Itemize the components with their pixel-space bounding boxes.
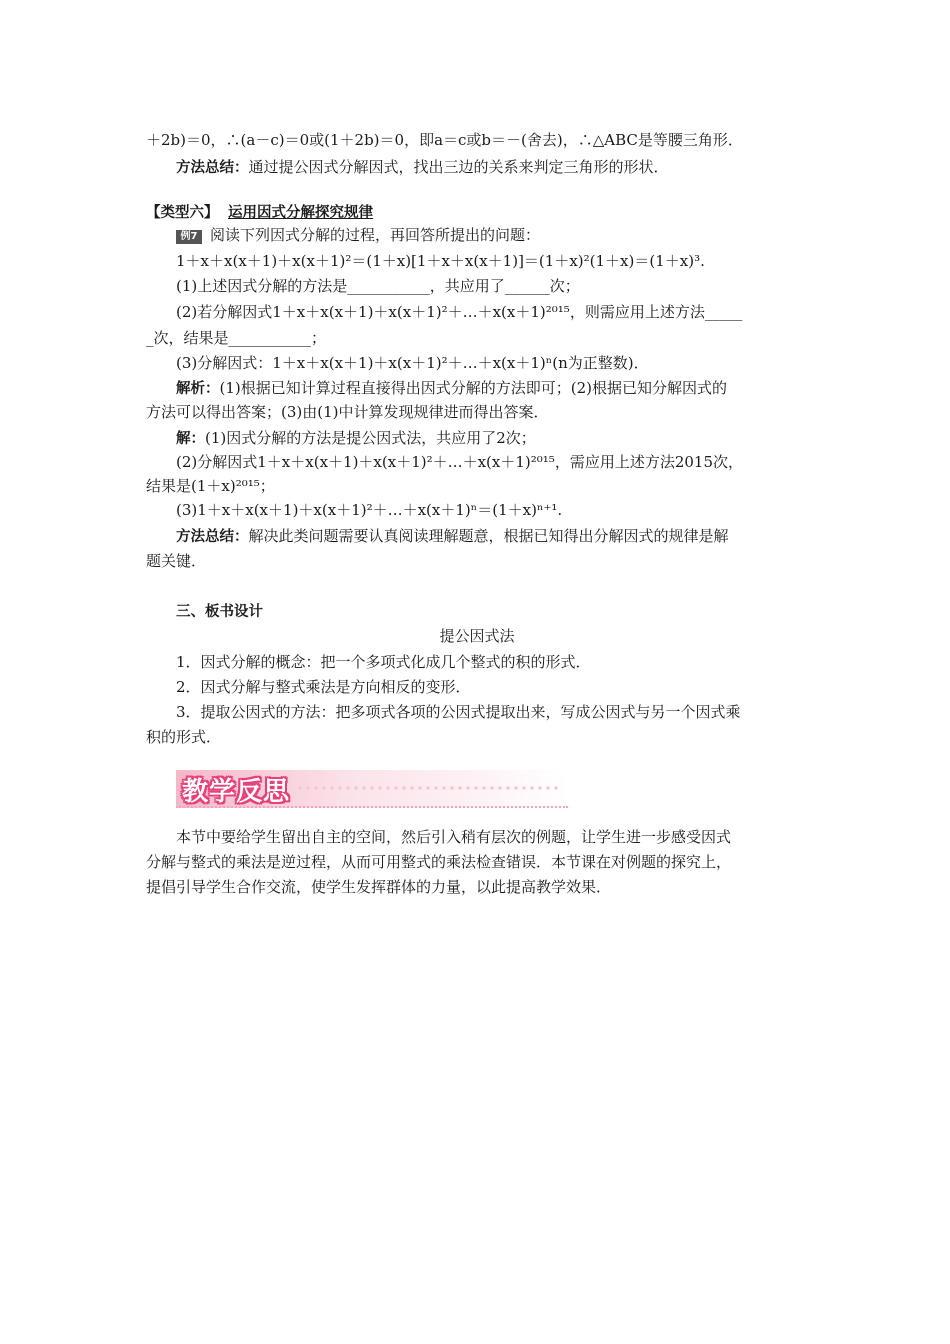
reflection-line-a: 本节中要给学生留出自主的空间，然后引入稍有层次的例题，让学生进一步感受因式	[176, 828, 732, 846]
method-summary-label: 方法总结：	[176, 160, 249, 176]
reflection-banner-title: 教学反思	[182, 777, 291, 807]
board-item-1: 1．因式分解的概念：把一个多项式化成几个整式的积的形式．	[176, 653, 591, 671]
method-summary-text: 通过提公因式分解因式，找出三边的关系来判定三角形的形状．	[248, 158, 669, 176]
board-item-2: 2．因式分解与整式乘法是方向相反的变形．	[176, 678, 471, 696]
type6-title: 运用因式分解探究规律	[228, 205, 374, 221]
solution-line-2b: 结果是(1＋x)²⁰¹⁵；	[146, 477, 275, 495]
question-2a: (2)若分解因式1＋x＋x(x＋1)＋x(x＋1)²＋…＋x(x＋1)²⁰¹⁵，则需应用上述方法_____	[176, 303, 743, 321]
solution-line-3: (3)1＋x＋x(x＋1)＋x(x＋1)²＋…＋x(x＋1)ⁿ＝(1＋x)ⁿ⁺¹.	[176, 501, 563, 519]
question-2b: _次，结果是___________；	[146, 329, 327, 347]
summary-text-a: 解决此类问题需要认真阅读理解题意，根据已知得出分解因式的规律是解	[248, 527, 729, 545]
summary-line-a	[176, 526, 808, 547]
solution-text-1: (1)因式分解的方法是提公因式法，共应用了2次；	[205, 429, 536, 447]
question-3: (3)分解因式：1＋x＋x(x＋1)＋x(x＋1)²＋…＋x(x＋1)ⁿ(n为正整数)．	[176, 354, 649, 372]
analysis-line-a	[176, 378, 808, 399]
type6-heading	[146, 202, 808, 223]
text-line-1: ＋2b)＝0，∴(a－c)＝0或(1＋2b)＝0，即a＝c或b＝－(舍去)，∴△ABC是等腰三角形．	[146, 131, 743, 149]
summary-label: 方法总结：	[176, 529, 249, 545]
example-badge: 例7	[176, 230, 202, 244]
solution-label: 解：	[176, 431, 205, 447]
board-item-3b: 积的形式．	[146, 728, 222, 746]
analysis-line-b: 方法可以得出答案；(3)由(1)中计算发现规律进而得出答案．	[146, 403, 549, 421]
example-prompt: 阅读下列因式分解的过程，再回答所提出的问题：	[210, 226, 541, 244]
reflection-banner	[176, 770, 568, 808]
board-item-3a: 3．提取公因式的方法：把多项式各项的公因式提取出来，写成公因式与另一个因式乘	[176, 703, 741, 721]
board-title: 提公因式法	[439, 627, 515, 645]
reflection-line-c: 提倡引导学生合作交流，使学生发挥群体的力量，以此提高教学效果．	[146, 878, 612, 896]
equation-1: 1＋x＋x(x＋1)＋x(x＋1)²＝(1＋x)[1＋x＋x(x＋1)]＝(1＋x)²(1＋x)＝(1＋x)³.	[176, 252, 705, 270]
method-summary-1	[176, 157, 808, 178]
example-prompt-line	[176, 225, 808, 245]
banner-dots-decoration	[296, 784, 558, 792]
section-heading-3: 三、板书设计	[176, 604, 263, 620]
analysis-text-a: (1)根据已知计算过程直接得出因式分解的方法即可；(2)根据已知分解因式的	[219, 379, 727, 397]
solution-line-1	[176, 428, 808, 449]
summary-line-b: 题关键．	[146, 552, 207, 570]
solution-line-2a: (2)分解因式1＋x＋x(x＋1)＋x(x＋1)²＋…＋x(x＋1)²⁰¹⁵，需应用上述方法2015次，	[176, 453, 743, 471]
reflection-line-b: 分解与整式的乘法是逆过程，从而可用整式的乘法检查错误．本节课在对例题的探究上，	[146, 853, 732, 871]
question-1: (1)上述因式分解的方法是___________，共应用了______次；	[176, 277, 580, 295]
analysis-label: 解析：	[176, 381, 220, 397]
type6-bracket: 【类型六】	[146, 205, 219, 221]
